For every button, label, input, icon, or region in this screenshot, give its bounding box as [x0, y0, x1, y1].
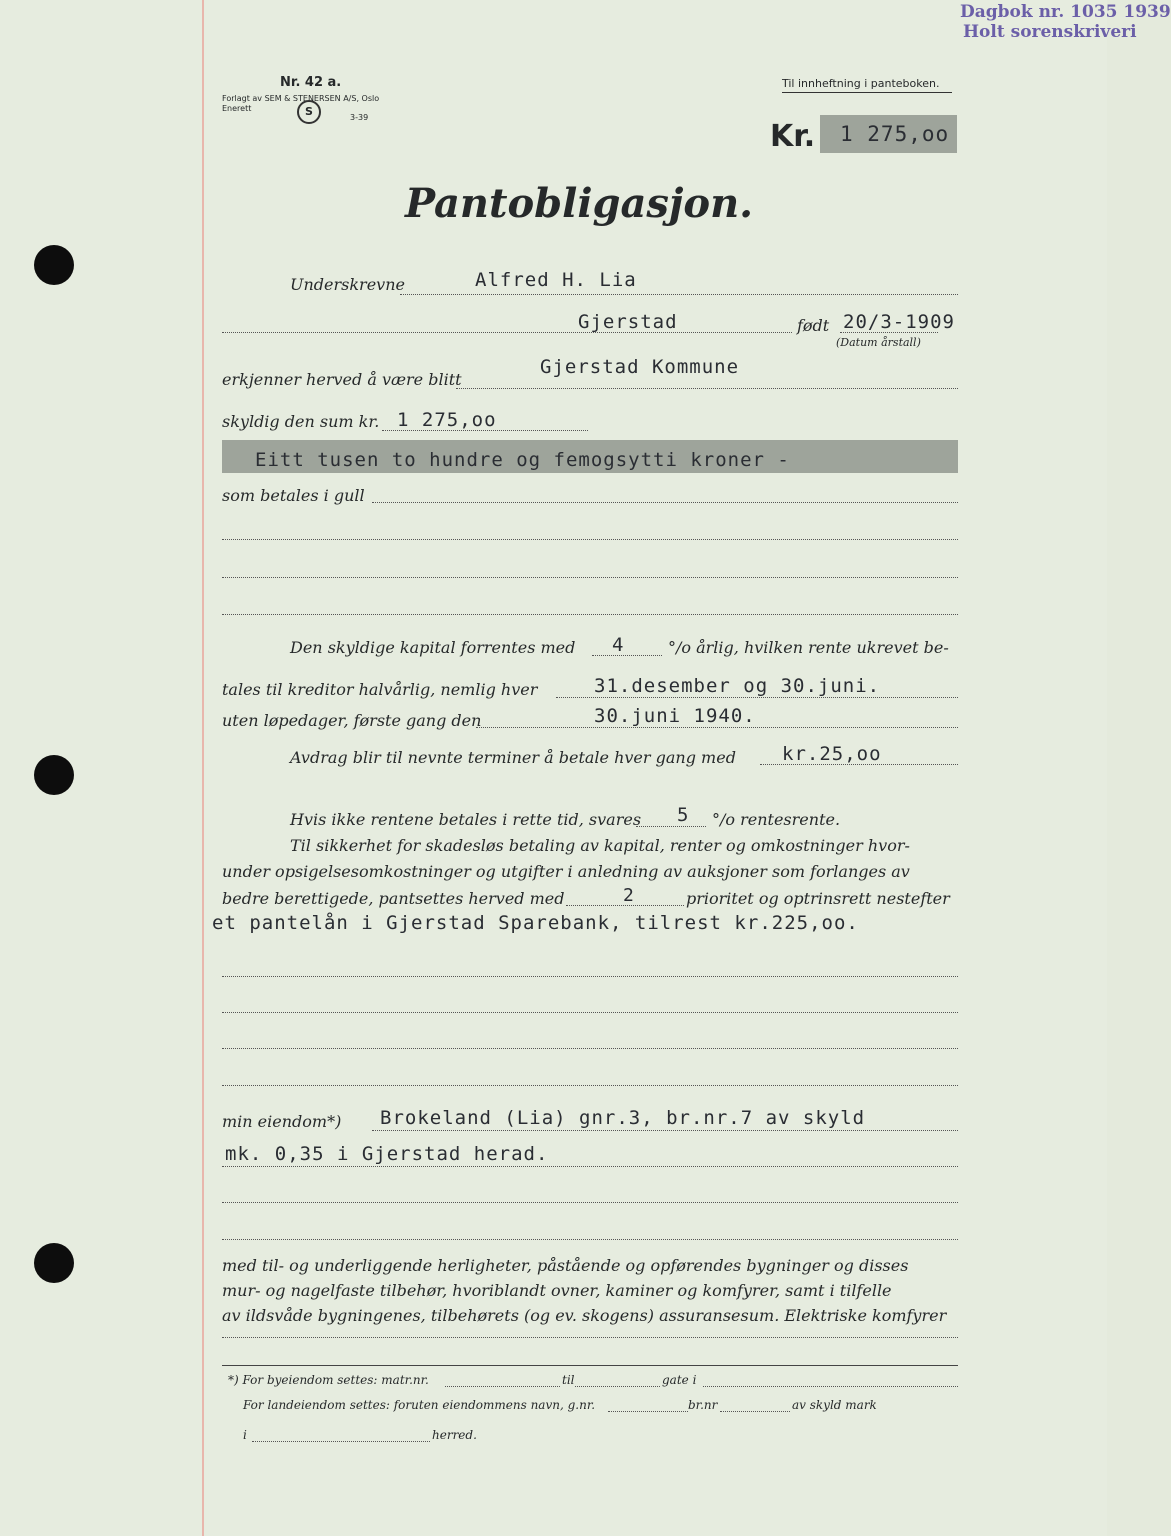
- document-title: Pantobligasjon.: [405, 180, 754, 227]
- form-number: Nr. 42 a.: [280, 75, 342, 90]
- amount-prefix: Kr.: [770, 119, 816, 154]
- owed-label: skyldig den sum kr.: [222, 412, 380, 431]
- blank-line: [222, 577, 958, 578]
- footnote-text: For landeiendom settes: foruten eiendommens navn, g.nr.: [243, 1398, 596, 1412]
- punch-hole: [34, 245, 74, 285]
- footnote-rule: [222, 1365, 958, 1366]
- creditor-value: Gjerstad Kommune: [540, 356, 740, 378]
- priority-value: 2: [623, 885, 635, 906]
- footnote-text: gate i: [662, 1373, 697, 1387]
- creditor-line: [456, 388, 958, 389]
- prior-loan: et pantelån i Gjerstad Sparebank, tilrest kr.225,oo.: [212, 912, 859, 934]
- publisher: Forlagt av SEM & STENERSEN A/S, Oslo: [222, 94, 380, 103]
- footnote-text: av skyld mark: [792, 1398, 877, 1412]
- interest-text: °/o årlig, hvilken rente ukrevet be-: [668, 638, 949, 657]
- property-line1: Brokeland (Lia) gnr.3, br.nr.7 av skyld: [380, 1107, 866, 1129]
- blank-line: [222, 1337, 958, 1338]
- footnote-text: br.nr: [688, 1398, 718, 1412]
- blank-line: [222, 539, 958, 540]
- interest-text: Den skyldige kapital forrentes med: [290, 638, 576, 657]
- property-label: min eiendom*): [222, 1112, 342, 1131]
- closing-text: med til- og underliggende herligheter, påstående og opførendes bygninger og disses: [222, 1256, 909, 1275]
- terms-value: 31.desember og 30.juni.: [594, 675, 881, 697]
- punch-hole: [34, 1243, 74, 1283]
- undersigned-line: [400, 294, 958, 295]
- terms-line: [556, 697, 958, 698]
- place-line: [222, 332, 792, 333]
- date-hint: (Datum årstall): [836, 336, 921, 349]
- margin-rule: [202, 0, 204, 1536]
- undersigned-label: Underskrevne: [290, 275, 405, 294]
- dagbok-stamp: Dagbok nr. 1035 1939: [960, 2, 1171, 22]
- footnote-line: [252, 1441, 430, 1442]
- punch-hole: [34, 755, 74, 795]
- amount-words: Eitt tusen to hundre og femogsytti kroner -: [255, 449, 790, 471]
- rate-value: 4: [612, 634, 625, 656]
- security-text: bedre berettigede, pantsettes herved med: [222, 889, 565, 908]
- closing-text: av ildsvåde bygningenes, tilbehørets (og ev. skogens) assuransesum. Elektriske komfyrer: [222, 1306, 947, 1325]
- footnote-line: [703, 1386, 958, 1387]
- security-text: prioritet og optrinsrett nestefter: [686, 889, 950, 908]
- footnote-line: [608, 1411, 688, 1412]
- footnote-line: [575, 1386, 660, 1387]
- undersigned-value: Alfred H. Lia: [475, 269, 637, 291]
- footnote-line: [445, 1386, 560, 1387]
- owed-value: 1 275,oo: [397, 409, 497, 431]
- interest-text: uten løpedager, første gang den: [222, 711, 482, 730]
- blank-line: [222, 614, 958, 615]
- office-stamp: Holt sorenskriveri: [963, 22, 1137, 42]
- footnote-text: i: [243, 1428, 247, 1442]
- footnote-text: *) For byeiendom settes: matr.nr.: [228, 1373, 429, 1387]
- footnote-text: til: [562, 1373, 575, 1387]
- gold-label: som betales i gull: [222, 486, 365, 505]
- security-text: under opsigelsesomkostninger og utgifter i anledning av auksjoner som forlanges av: [222, 862, 910, 881]
- blank-line: [222, 976, 958, 977]
- penalty-rate: 5: [677, 804, 690, 826]
- blank-line: [222, 1202, 958, 1203]
- blank-line: [222, 1239, 958, 1240]
- property-line2: mk. 0,35 i Gjerstad herad.: [225, 1143, 549, 1165]
- closing-text: mur- og nagelfaste tilbehør, hvoriblandt ovner, kaminer og komfyrer, samt i tilfelle: [222, 1281, 892, 1300]
- interest-text: Hvis ikke rentene betales i rette tid, svares: [290, 810, 642, 829]
- gold-line: [372, 502, 958, 503]
- footnote-text: herred.: [432, 1428, 477, 1442]
- filing-note: Til innheftning i panteboken.: [782, 77, 940, 90]
- property-line: [372, 1130, 958, 1131]
- born-label: født: [797, 316, 830, 335]
- first-date-line: [476, 727, 958, 728]
- filing-rule: [782, 92, 952, 93]
- installment-value: kr.25,oo: [782, 743, 882, 765]
- security-text: Til sikkerhet for skadesløs betaling av kapital, renter og omkostninger hvor-: [290, 836, 910, 855]
- born-value: 20/3-1909: [843, 311, 955, 333]
- acknowledge-label: erkjenner herved å være blitt: [222, 370, 462, 389]
- place-value: Gjerstad: [578, 311, 678, 333]
- footnote-line: [720, 1411, 790, 1412]
- publisher-logo: S: [297, 100, 321, 124]
- property-line: [222, 1166, 958, 1167]
- interest-text: tales til kreditor halvårlig, nemlig hver: [222, 680, 538, 699]
- blank-line: [222, 1048, 958, 1049]
- rate-line: [592, 655, 662, 656]
- blank-line: [222, 1012, 958, 1013]
- edition: 3-39: [350, 113, 369, 122]
- blank-line: [222, 1085, 958, 1086]
- interest-text: Avdrag blir til nevnte terminer å betale hver gang med: [290, 748, 736, 767]
- penalty-line: [636, 826, 706, 827]
- interest-text: °/o rentesrente.: [712, 810, 841, 829]
- enerett-label: Enerett: [222, 104, 252, 113]
- first-date-value: 30.juni 1940.: [594, 705, 756, 727]
- amount-value: 1 275,oo: [840, 122, 950, 146]
